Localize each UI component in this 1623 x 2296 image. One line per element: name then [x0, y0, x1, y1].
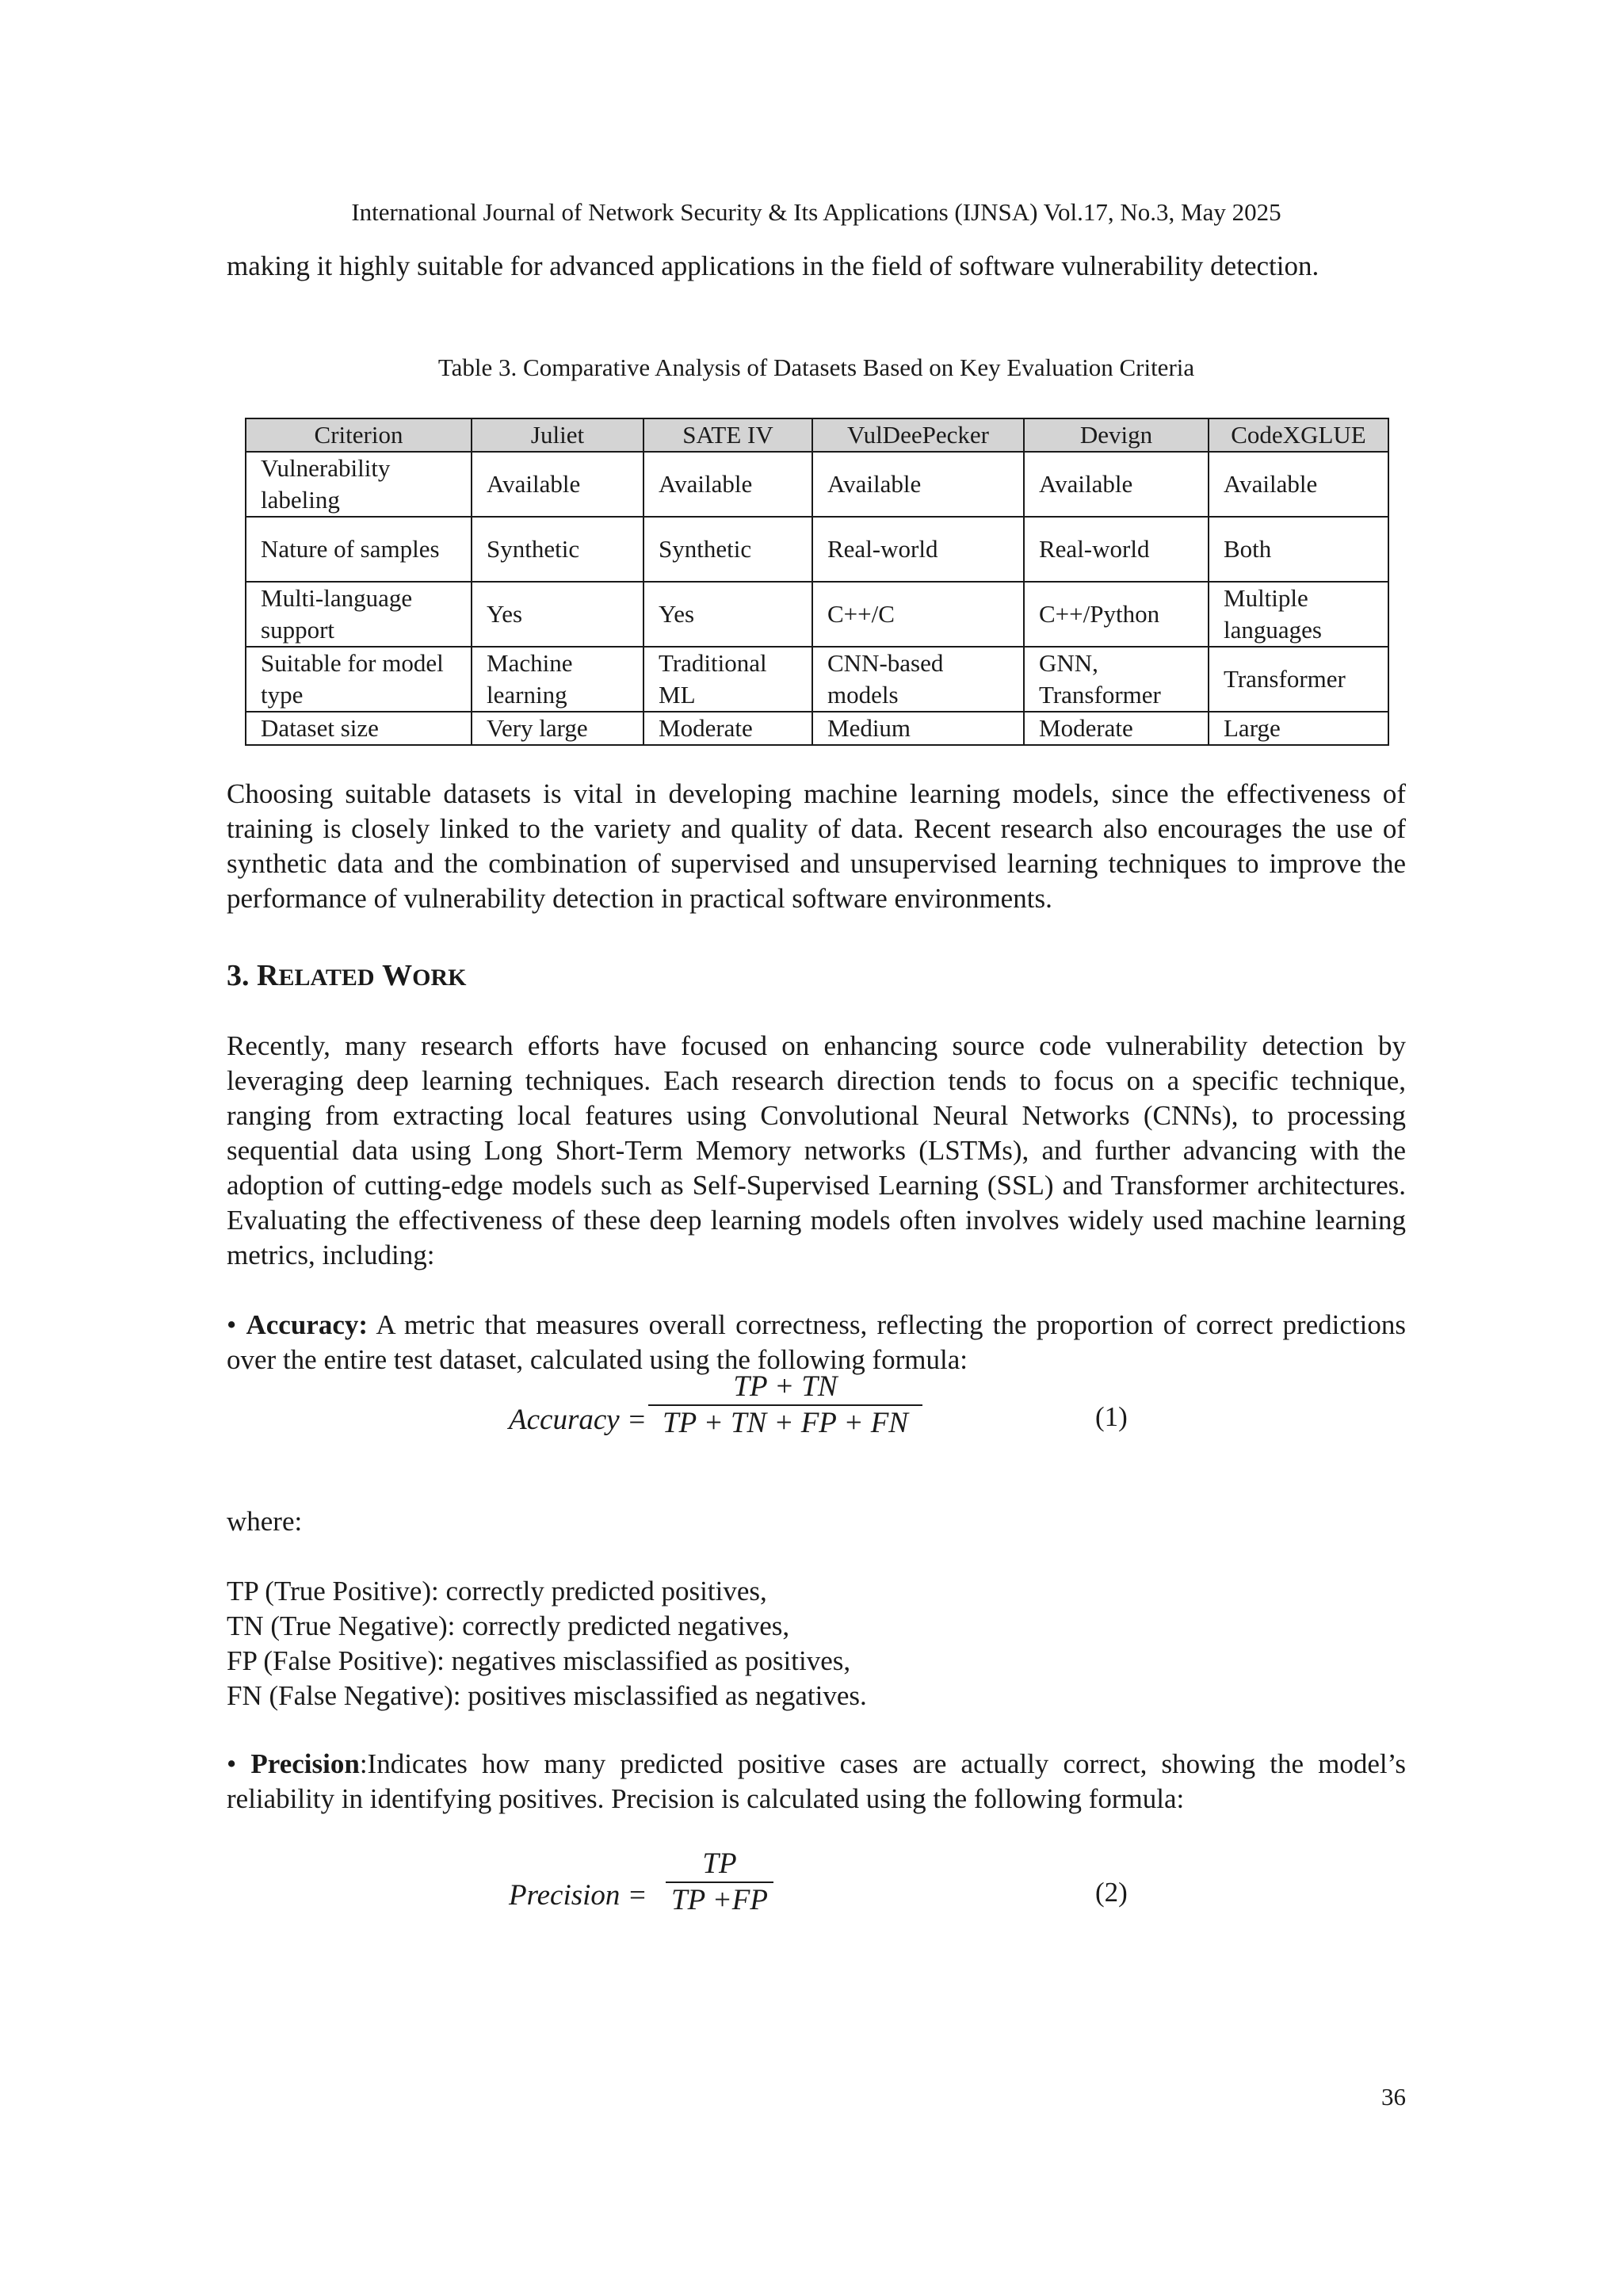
definition-fn: FN (False Negative): positives misclassified as negatives. [227, 1680, 867, 1711]
bullet: • [227, 1748, 237, 1779]
table-cell: Real-world [812, 517, 1024, 582]
table-cell-criterion: Dataset size [246, 712, 472, 745]
table-cell: Very large [472, 712, 643, 745]
formula-numerator: TP [702, 1847, 737, 1880]
precision-formula [227, 1847, 1406, 1942]
equation-number: (2) [1095, 1877, 1128, 1908]
table-cell: CNN-based models [812, 647, 1024, 712]
table-cell: Machine learning [472, 647, 643, 712]
table-cell-criterion: Nature of samples [246, 517, 472, 582]
table-row [246, 452, 1388, 517]
dataset-comparison-table [245, 418, 1389, 746]
section-title-letter: R [257, 959, 279, 992]
precision-term: Precision [250, 1748, 360, 1779]
table-row [246, 712, 1388, 745]
section-title-part: ORK [412, 965, 467, 991]
table-cell: Medium [812, 712, 1024, 745]
table-header-cell: SATE IV [643, 418, 812, 452]
running-header: International Journal of Network Security & Its Applications (IJNSA) Vol.17, No.3, May 2025 [351, 198, 1281, 226]
table-cell: GNN, Transformer [1024, 647, 1209, 712]
table-cell: Both [1209, 517, 1388, 582]
accuracy-formula [227, 1370, 1406, 1465]
table-cell: Transformer [1209, 647, 1388, 712]
section-heading [227, 956, 466, 998]
table-header-cell: Criterion [246, 418, 472, 452]
table-header-row [246, 418, 1388, 452]
table-caption: Table 3. Comparative Analysis of Datasets Based on Key Evaluation Criteria [437, 353, 1195, 381]
table-cell: Traditional ML [643, 647, 812, 712]
table-cell: Multiple languages [1209, 582, 1388, 647]
datasets-paragraph: Choosing suitable datasets is vital in developing machine learning models, since the effectiveness of training is closely linked to the variety and quality of data. Recent research also encourages the use of synthetic data and the combination of supervised and unsupervised learning techniques to improve the performance of vulnerability detection in practical software environments. [227, 778, 1406, 914]
precision-text: :Indicates how many predicted positive cases are actually correct, showing the model’s reliability in identifying positives. Precision is calculated using the following formula: [227, 1748, 1406, 1814]
formula-denominator: TP + TN + FP + FN [663, 1407, 908, 1439]
accuracy-paragraph [227, 1308, 1406, 1377]
formula-fraction [648, 1370, 922, 1441]
table-cell: Available [812, 452, 1024, 517]
formula-numerator: TP + TN [733, 1370, 838, 1403]
equation-number: (1) [1095, 1401, 1128, 1432]
table-cell: C++/Python [1024, 582, 1209, 647]
page-number: 36 [1381, 2083, 1406, 2111]
table-header-cell: Juliet [472, 418, 643, 452]
section-title-letter: W [382, 959, 413, 992]
formula-lhs: Precision = [509, 1879, 647, 1912]
intro-paragraph: making it highly suitable for advanced applications in the field of software vulnerability detection. [227, 250, 1319, 281]
table-cell-criterion: Multi-language support [246, 582, 472, 647]
section-number: 3. [227, 959, 250, 992]
related-work-paragraph: Recently, many research efforts have focused on enhancing source code vulnerability detection by leveraging deep learning techniques. Each research direction tends to focus on a specific technique, ranging from extracting local features using Convolutional Neural Networks (CNNs), to processing sequential data using Long Short-Term Memory networks (LSTMs), and further advancing with the adoption of cutting-edge models such as Self-Supervised Learning (SSL) and Transformer architectures. Evaluating the effectiveness of these deep learning models often involves widely used machine learning metrics, including: [227, 1030, 1406, 1270]
section-title-part: ELATED [278, 965, 375, 991]
formula-fraction [666, 1847, 773, 1918]
table-cell: C++/C [812, 582, 1024, 647]
paper-page [227, 0, 1406, 2296]
table-row [246, 647, 1388, 712]
definition-tn: TN (True Negative): correctly predicted negatives, [227, 1610, 790, 1641]
formula-lhs: Accuracy = [509, 1404, 647, 1436]
table-cell: Available [643, 452, 812, 517]
bullet: • [227, 1309, 237, 1340]
where-label: where: [227, 1506, 303, 1537]
table-cell: Available [1024, 452, 1209, 517]
definition-tp: TP (True Positive): correctly predicted positives, [227, 1576, 767, 1606]
table-cell-criterion: Suitable for model type [246, 647, 472, 712]
table-cell: Available [1209, 452, 1388, 517]
table-cell: Synthetic [472, 517, 643, 582]
table-cell-criterion: Vulnerability labeling [246, 452, 472, 517]
table-header-cell: Devign [1024, 418, 1209, 452]
table-cell: Moderate [1024, 712, 1209, 745]
table-row [246, 517, 1388, 582]
table-header-cell: CodeXGLUE [1209, 418, 1388, 452]
table-row [246, 582, 1388, 647]
accuracy-text: A metric that measures overall correctness, reflecting the proportion of correct predictions over the entire test dataset, calculated using the following formula: [227, 1309, 1407, 1375]
definition-fp: FP (False Positive): negatives misclassified as positives, [227, 1645, 851, 1676]
table-cell: Yes [643, 582, 812, 647]
table-cell: Moderate [643, 712, 812, 745]
precision-paragraph [227, 1747, 1406, 1817]
table-cell: Synthetic [643, 517, 812, 582]
accuracy-term: Accuracy: [246, 1309, 369, 1340]
table-header-cell: VulDeePecker [812, 418, 1024, 452]
table-cell: Available [472, 452, 643, 517]
formula-denominator: TP +FP [671, 1884, 768, 1916]
table-cell: Large [1209, 712, 1388, 745]
table-cell: Yes [472, 582, 643, 647]
table-cell: Real-world [1024, 517, 1209, 582]
